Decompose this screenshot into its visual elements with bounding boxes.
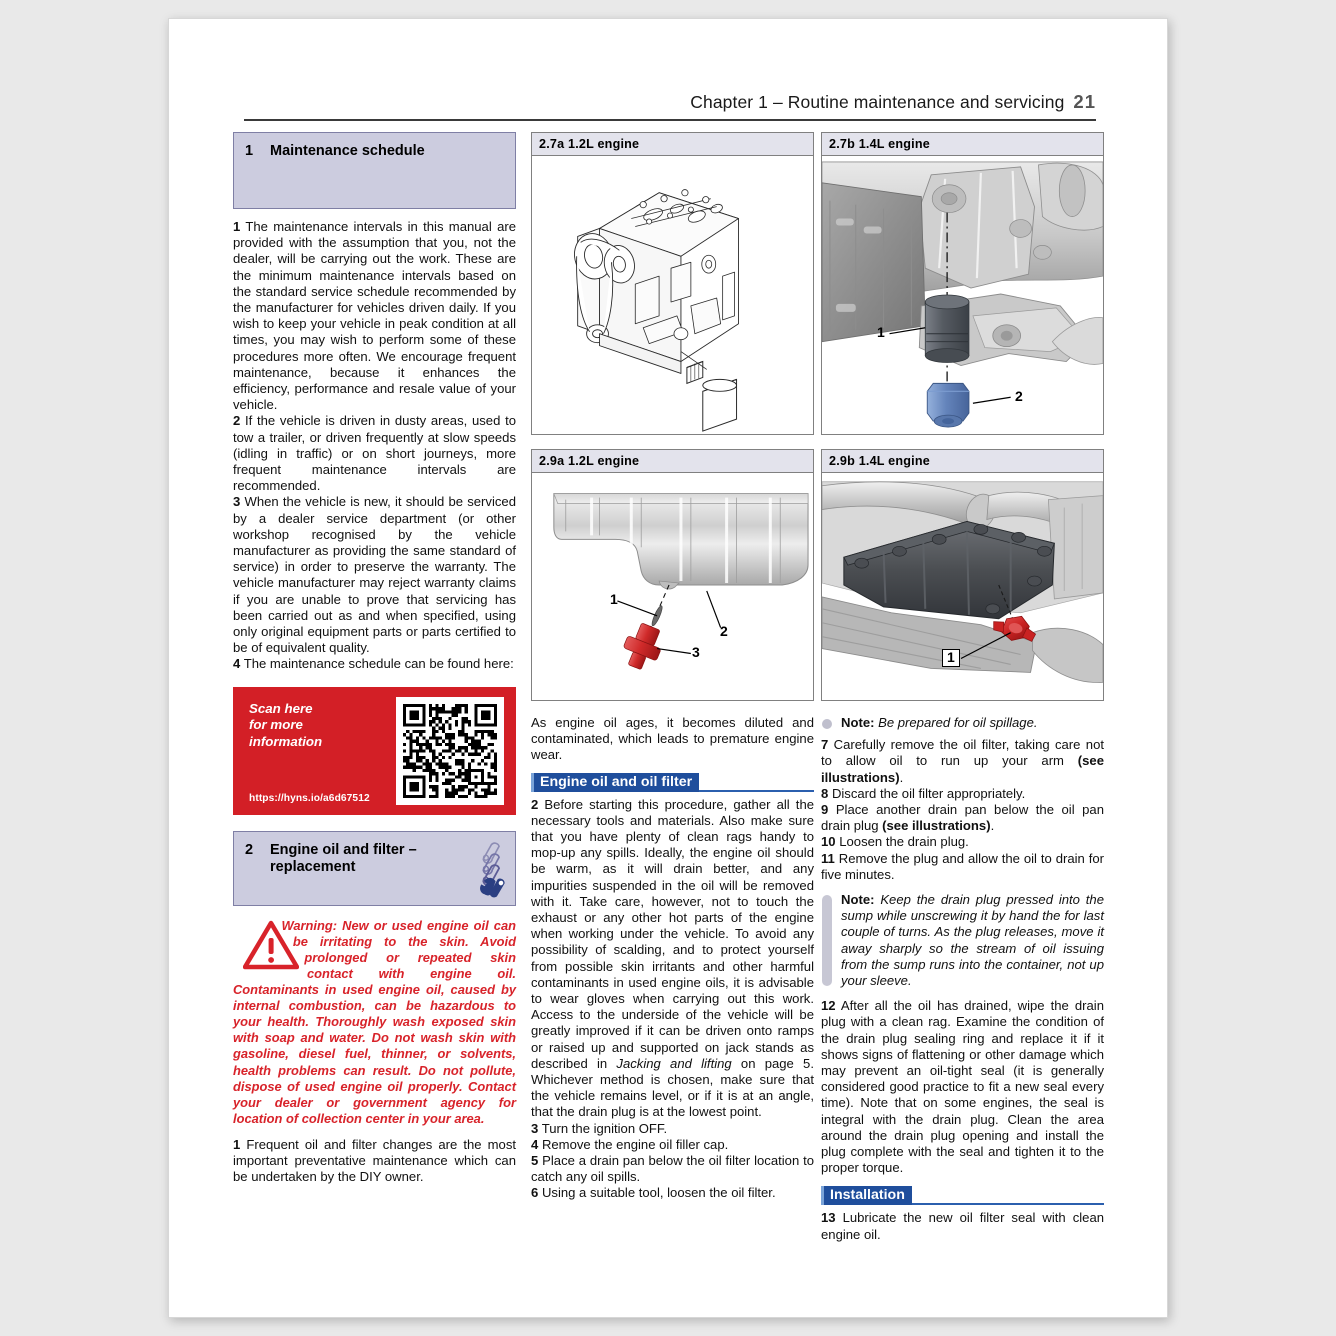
paragraph-3-text: When the vehicle is new, it should be serviced by a dealer service department (or other workshop recognised by the vehicle manufacturer as providing the same standard of service) in order to preserve the warranty. The vehicle manufacturer may reject warranty claims if you are unable to prove that servicing has been carried out as and when specified, using only original equipment parts or parts certified to be of equivalent quality. [233, 494, 516, 656]
note-drain-plug [821, 892, 1104, 989]
figure-label-1: 1 [877, 324, 885, 340]
qr-headline-line-3: information [249, 733, 323, 749]
section-title: Engine oil and filter – replacement [270, 841, 417, 875]
left-column [233, 132, 516, 1186]
section-header-maintenance-schedule [233, 132, 516, 209]
figure-label-3: 3 [692, 644, 700, 660]
middle-column [531, 132, 814, 1202]
paragraph-5-text: Frequent oil and filter changes are the most important preventative maintenance which can be undertaken by the DIY owner. [233, 1136, 516, 1185]
figure-label-1: 1 [610, 591, 618, 607]
paragraph-5-drain-pan: 5 Place a drain pan below the oil filter location to catch any oil spills. [531, 1153, 814, 1185]
paragraph-9-drain-pan: 9 Place another drain pan below the oil pan drain plug (see illustrations). [821, 802, 1104, 834]
heading-label: Engine oil and oil filter [531, 773, 699, 792]
paragraph-9a-text: Place another drain pan below the oil pan drain plug [821, 802, 1104, 834]
figure-caption: 2.7a 1.2L engine [532, 133, 813, 156]
heading-installation [821, 1186, 1104, 1205]
paragraph-6-text: Using a suitable tool, loosen the oil filter. [541, 1185, 776, 1201]
cross-reference-jacking-and-lifting: Jacking and lifting [616, 1055, 732, 1071]
paragraph-12-wipe-plug: 12 After all the oil has drained, wipe the drain plug with a clean rag. Examine the condition of the drain plug sealing ring and replace it if it shows signs of flattening or other damage which may prevent an oil-tight seal (it is generally considered good practice to fit a new seal every time). Note that on some engines, the seal is integral with the drain plug. Clean the area around the drain plug opening and install the plug complete with the seal and tighten it to the proper torque. [821, 998, 1104, 1176]
paragraph-9b-text: . [990, 818, 995, 834]
paragraph-10-loosen-plug: 10 Loosen the drain plug. [821, 834, 969, 850]
paragraph-4-text: Remove the engine oil filler cap. [541, 1136, 729, 1152]
figure-label-2: 2 [720, 623, 728, 639]
qr-promo-headline [249, 701, 384, 751]
page-header [244, 91, 1096, 113]
note-oil-spillage [821, 715, 1104, 731]
paragraph-2-procedure: 2 Before starting this procedure, gather all the necessary tools and materials. Also make sure that you have plenty of clean rags handy to mop-up any spills. Ideally, the engine oil should be warm, as it will drain better, and any impurities suspended in the oil will be removed with it. Take care, however, not to touch the exhaust or any other hot parts of the engine when working under the vehicle. To avoid any possibility of scalding, and to protect yourself from possible skin irritants and other harmful contaminants in used engine oils, it is advisable to wear gloves when carrying out this work. Access to the underside of the vehicle will be greatly improved if it can be driven onto ramps or raised up and supported on jack stands as described in Jacking and lifting on page 5. Whichever method is chosen, make sure that the vehicle remains level, or if it is at an angle, that the drain plug is at the lowest point. [531, 796, 815, 1120]
paragraph-5-text: Place a drain pan below the oil filter location to catch any oil spills. [531, 1153, 814, 1185]
paragraph-8-text: Discard the oil filter appropriately. [831, 785, 1026, 801]
paragraph-2b-text: on page 5. Whichever method is chosen, make sure that the vehicle remains level, or if it is at an angle, that the drain plug is at the lowest point. [531, 1055, 814, 1120]
note-text [841, 892, 1104, 989]
paragraph-12-text: After all the oil has drained, wipe the drain plug with a clean rag. Examine the condition of the drain plug sealing ring and replace it if it shows signs of flattening or other damage which may prevent an oil-tight seal (it is generally considered good practice to fit a new seal every time). Note that on some engines, the seal is integral with the drain plug. Clean the area around the drain plug opening and install the plug complete with the seal and tighten it to the proper torque. [821, 998, 1104, 1176]
see-illustrations-ref: (see illustrations) [821, 753, 1104, 785]
paragraph-13-text: Lubricate the new oil filter seal with clean engine oil. [821, 1210, 1105, 1242]
note-text [841, 715, 1104, 731]
qr-headline-line-2: for more [249, 717, 303, 733]
figure-caption: 2.9a 1.2L engine [532, 450, 813, 473]
paragraph-4-filler-cap: 4 Remove the engine oil filler cap. [531, 1136, 729, 1152]
section-title: Maintenance schedule [270, 143, 425, 159]
qr-code-canvas [403, 704, 497, 798]
paragraph-11-remove-plug: 11 Remove the plug and allow the oil to drain for five minutes. [821, 850, 1104, 882]
note-label: Note: [841, 715, 875, 730]
paragraph-2a-text: Before starting this procedure, gather all the necessary tools and materials. Also make sure that you have plenty of clean rags handy to mop-up any spills. Ideally, the engine oil should be warm, as it will drain better, and any impurities suspended in the oil will be removed with it. Take care, however, not to touch the exhaust or any other hot parts of the engine when working under the vehicle. To avoid any possibility of scalding, and to protect yourself from possible skin irritants and other harmful contaminants in used engine oils, it is advisable to wear gloves when carrying out this work. Access to the underside of the vehicle will be greatly improved if it can be driven onto ramps or raised up and supported on jack stands as described in [531, 796, 815, 1071]
paragraph-4-text: The maintenance schedule can be found here: [243, 656, 514, 672]
paragraph-7a-text: Carefully remove the oil filter, taking care not to allow oil to run up your arm [821, 737, 1105, 769]
paragraph-2: 2 If the vehicle is driven in dusty areas, used to tow a trailer, or driven frequently at slow speeds (idling in traffic) or on short journeys, more frequent maintenance intervals are recommended. [233, 413, 516, 494]
figure-image [822, 156, 1103, 434]
paragraph-intro: As engine oil ages, it becomes diluted and contaminated, which leads to premature engine wear. [531, 715, 814, 763]
heading-engine-oil-and-oil-filter [531, 773, 814, 792]
figure-label-2: 2 [1015, 388, 1023, 404]
note-body: Keep the drain plug pressed into the sump while unscrewing it by hand the for last couple of turns. As the plug releases, move it away sharply so the stream of oil issuing from the sump runs into the container, not up your sleeve. [841, 892, 1104, 989]
qr-code[interactable] [396, 697, 504, 805]
note-label: Note: [841, 892, 875, 908]
section-number: 1 [245, 143, 254, 159]
paragraph-3-text: Turn the ignition OFF. [541, 1120, 668, 1136]
note-bullet-icon [822, 719, 832, 729]
paragraph-7-remove-filter: 7 Carefully remove the oil filter, taking care not to allow oil to run up your arm (see illustrations). [821, 737, 1105, 785]
paragraph-3: 3 When the vehicle is new, it should be serviced by a dealer service department (or other workshop recognised by the vehicle manufacturer as providing the same standard of service) in order to preserve the warranty. The vehicle manufacturer may reject warranty claims if you are unable to prove that servicing has been carried out as and when specified, using only original equipment parts or parts certified to be of equivalent quality. [233, 494, 516, 656]
spanner-rating-icon [475, 840, 509, 898]
figure-2-9b [821, 449, 1104, 701]
right-column [821, 132, 1104, 1243]
chapter-title: Chapter 1 – Routine maintenance and servicing [690, 92, 1065, 112]
figure-image [532, 156, 813, 434]
see-illustrations-ref: (see illustrations) [882, 818, 991, 834]
qr-headline-line-1: Scan here [249, 700, 313, 716]
paragraph-1: 1 The maintenance intervals in this manual are provided with the assumption that you, not the dealer, will be carrying out the work. These are the minimum maintenance intervals based on the standard service schedule recommended by the manufacturer for vehicles driven daily. If you wish to keep your vehicle in peak condition at all times, you may wish to perform some of these procedures more often. We encourage frequent maintenance, because it enhances the efficiency, performance and resale value of your vehicle. [233, 219, 516, 413]
paragraph-10-text: Loosen the drain plug. [839, 834, 969, 850]
warning-text: Warning: New or used engine oil can be irritating to the skin. Avoid prolonged or repeated skin contact with engine oil. Contaminants in used engine oil, caused by internal combustion, can be hazardous to your health. Thoroughly wash exposed skin with soap and water. Do not wash skin with gasoline, diesel fuel, thinner, or solvents, health problems can result. Do not pollute, dispose of used engine oil properly. Contact your dealer or government agency for location of collection center in your area. [233, 917, 516, 1126]
warning-block [233, 918, 516, 1127]
figure-2-7b [821, 132, 1104, 435]
paragraph-1-text: The maintenance intervals in this manual are provided with the assumption that you, not the dealer, will be carrying out the work. These are the minimum maintenance intervals based on the standard service schedule recommended by the manufacturer for vehicles driven daily. If you wish to keep your vehicle in peak condition at all times, you may wish to perform some of these procedures more often. We encourage frequent maintenance, because it enhances the efficiency, performance and resale value of your vehicle. [233, 219, 516, 413]
figure-caption: 2.7b 1.4L engine [822, 133, 1103, 156]
section-header-engine-oil-and-filter [233, 831, 516, 906]
figure-image [532, 473, 813, 700]
paragraph-3-ignition: 3 Turn the ignition OFF. [531, 1120, 668, 1136]
paragraph-8-discard-filter: 8 Discard the oil filter appropriately. [821, 785, 1026, 801]
paragraph-13-lubricate-seal: 13 Lubricate the new oil filter seal with clean engine oil. [821, 1210, 1105, 1242]
page-number: 21 [1073, 91, 1096, 112]
figure-2-9a [531, 449, 814, 701]
figure-2-7a [531, 132, 814, 435]
section-number: 2 [245, 841, 254, 858]
figure-image [822, 473, 1103, 700]
heading-label: Installation [821, 1186, 912, 1205]
paragraph-4: 4 The maintenance schedule can be found here: [233, 656, 514, 672]
note-bar-icon [822, 895, 832, 986]
note-body: Be prepared for oil spillage. [878, 715, 1038, 730]
paragraph-5: 1 Frequent oil and filter changes are the most important preventative maintenance which can be undertaken by the DIY owner. [233, 1136, 516, 1185]
qr-promo-panel[interactable] [233, 687, 516, 815]
document-page [168, 18, 1168, 1318]
header-rule [244, 119, 1096, 121]
paragraph-2-text: If the vehicle is driven in dusty areas, used to tow a trailer, or driven frequently at slow speeds (idling in traffic) or on short journeys, more frequent maintenance intervals are recommended. [233, 413, 516, 494]
paragraph-7b-text: . [899, 769, 904, 785]
paragraph-11-text: Remove the plug and allow the oil to drain for five minutes. [821, 850, 1104, 882]
paragraph-6-loosen-filter: 6 Using a suitable tool, loosen the oil filter. [531, 1185, 776, 1201]
figure-label-1: 1 [942, 649, 960, 667]
qr-promo-url: https://hyns.io/a6d67512 [249, 792, 370, 804]
figure-caption: 2.9b 1.4L engine [822, 450, 1103, 473]
